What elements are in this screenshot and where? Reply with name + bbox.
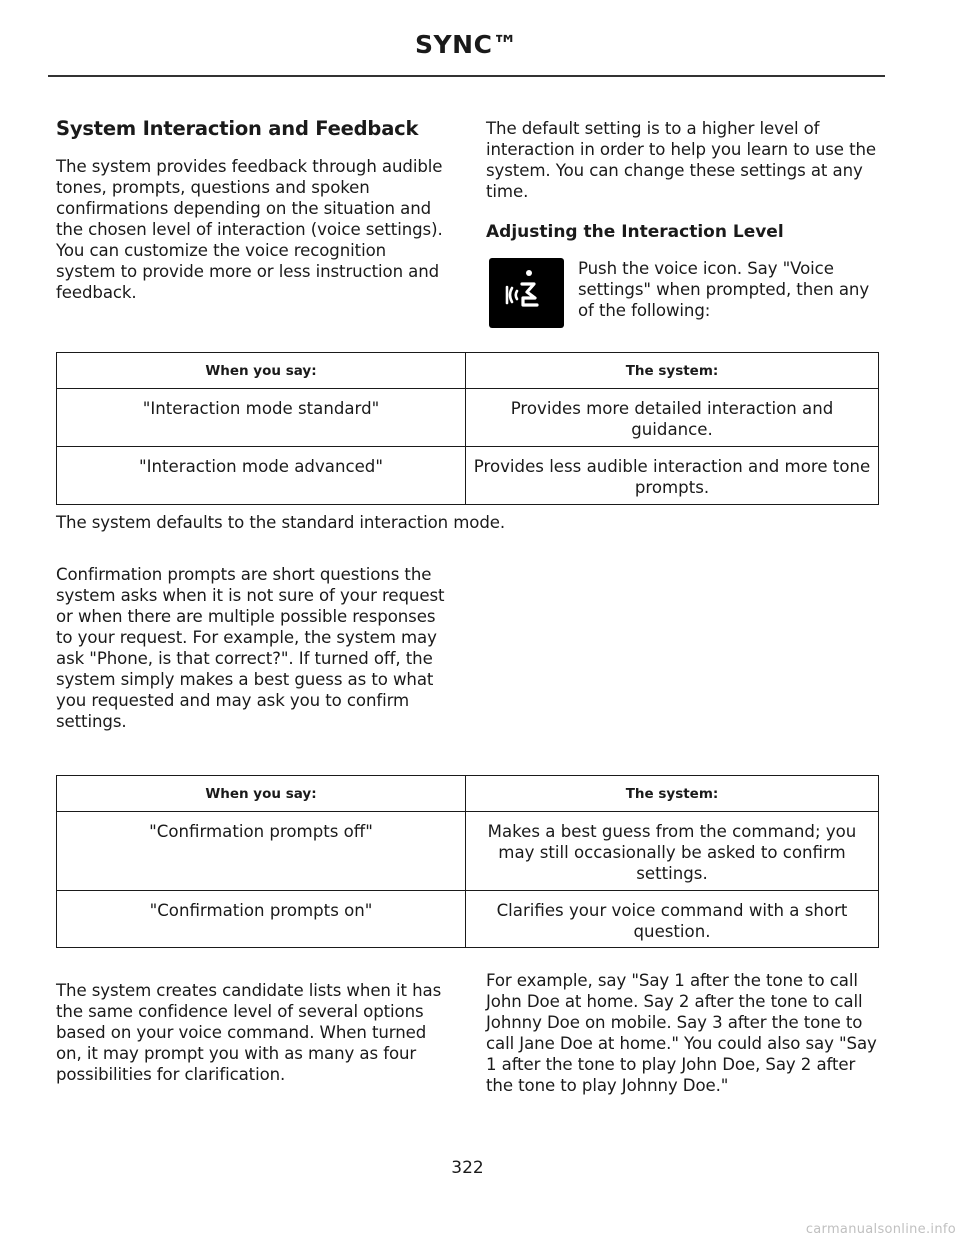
page-number: 322 — [451, 1158, 484, 1178]
interaction-mode-table — [56, 352, 879, 505]
left-column-top — [56, 116, 448, 303]
header-divider — [48, 75, 885, 77]
candidate-block — [56, 980, 448, 1085]
adjusting-instruction-block — [578, 258, 878, 321]
defaults-note-block — [56, 512, 876, 533]
defaults-note: The system defaults to the standard interaction mode. — [56, 513, 506, 532]
table-header-row — [57, 353, 879, 389]
example-block — [486, 970, 881, 1096]
example-paragraph: For example, say "Say 1 after the tone to call John Doe at home. Say 2 after the tone to call Johnny Doe on mobile. Say 3 after the tone to call Jane Doe at home." You could also say "Say 1 after the tone to play John Doe, Say 2 after the tone to play Johnny Doe." — [486, 971, 877, 1095]
table-row — [57, 389, 879, 447]
table-cell-say: "Confirmation prompts off" — [57, 812, 466, 891]
adjusting-title: Adjusting the Interaction Level — [486, 222, 784, 242]
watermark: carmanualsonline.info — [805, 1222, 956, 1237]
section-title: System Interaction and Feedback — [56, 117, 419, 140]
confirmation-prompts-table — [56, 775, 879, 948]
adjusting-instruction: Push the voice icon. Say "Voice settings" when prompted, then any of the following: — [578, 259, 870, 320]
table-cell-say: "Confirmation prompts on" — [57, 891, 466, 948]
voice-command-icon — [489, 258, 564, 328]
confirmation-paragraph: Confirmation prompts are short questions the system asks when it is not sure of your request or when there are multiple possible responses to your request. For example, the system may ask "Phone, is that correct?". If turned off, the system simply makes a best guess as to what you requested and may ask you to confirm settings. — [56, 565, 445, 731]
table-cell-system: Makes a best guess from the command; you may still occasionally be asked to confirm settings. — [466, 812, 879, 891]
table-row — [57, 812, 879, 891]
table-row — [57, 891, 879, 948]
confirmation-block — [56, 564, 448, 732]
table-header-system: The system: — [466, 776, 879, 812]
table-cell-system: Provides less audible interaction and more tone prompts. — [466, 447, 879, 505]
table-header-system: The system: — [466, 353, 879, 389]
table-cell-system: Provides more detailed interaction and guidance. — [466, 389, 879, 447]
candidate-paragraph: The system creates candidate lists when it has the same confidence level of several options based on your voice command. When turned on, it may prompt you with as many as four possibilities for clarification. — [56, 981, 442, 1084]
table-row — [57, 447, 879, 505]
table-cell-say: "Interaction mode advanced" — [57, 447, 466, 505]
page-header-title: SYNC™ — [415, 30, 518, 59]
table-cell-say: "Interaction mode standard" — [57, 389, 466, 447]
right-column-top — [486, 118, 881, 244]
default-setting-paragraph: The default setting is to a higher level of interaction in order to help you learn to use the system. You can change these settings at any time. — [486, 119, 877, 201]
table-header-say: When you say: — [57, 776, 466, 812]
table-cell-system: Clarifies your voice command with a short question. — [466, 891, 879, 948]
table-header-say: When you say: — [57, 353, 466, 389]
table-header-row — [57, 776, 879, 812]
intro-paragraph: The system provides feedback through audible tones, prompts, questions and spoken confirmations depending on the situation and the chosen level of interaction (voice settings). You can customize the voice recognition system to provide more or less instruction and feedback. — [56, 157, 443, 302]
